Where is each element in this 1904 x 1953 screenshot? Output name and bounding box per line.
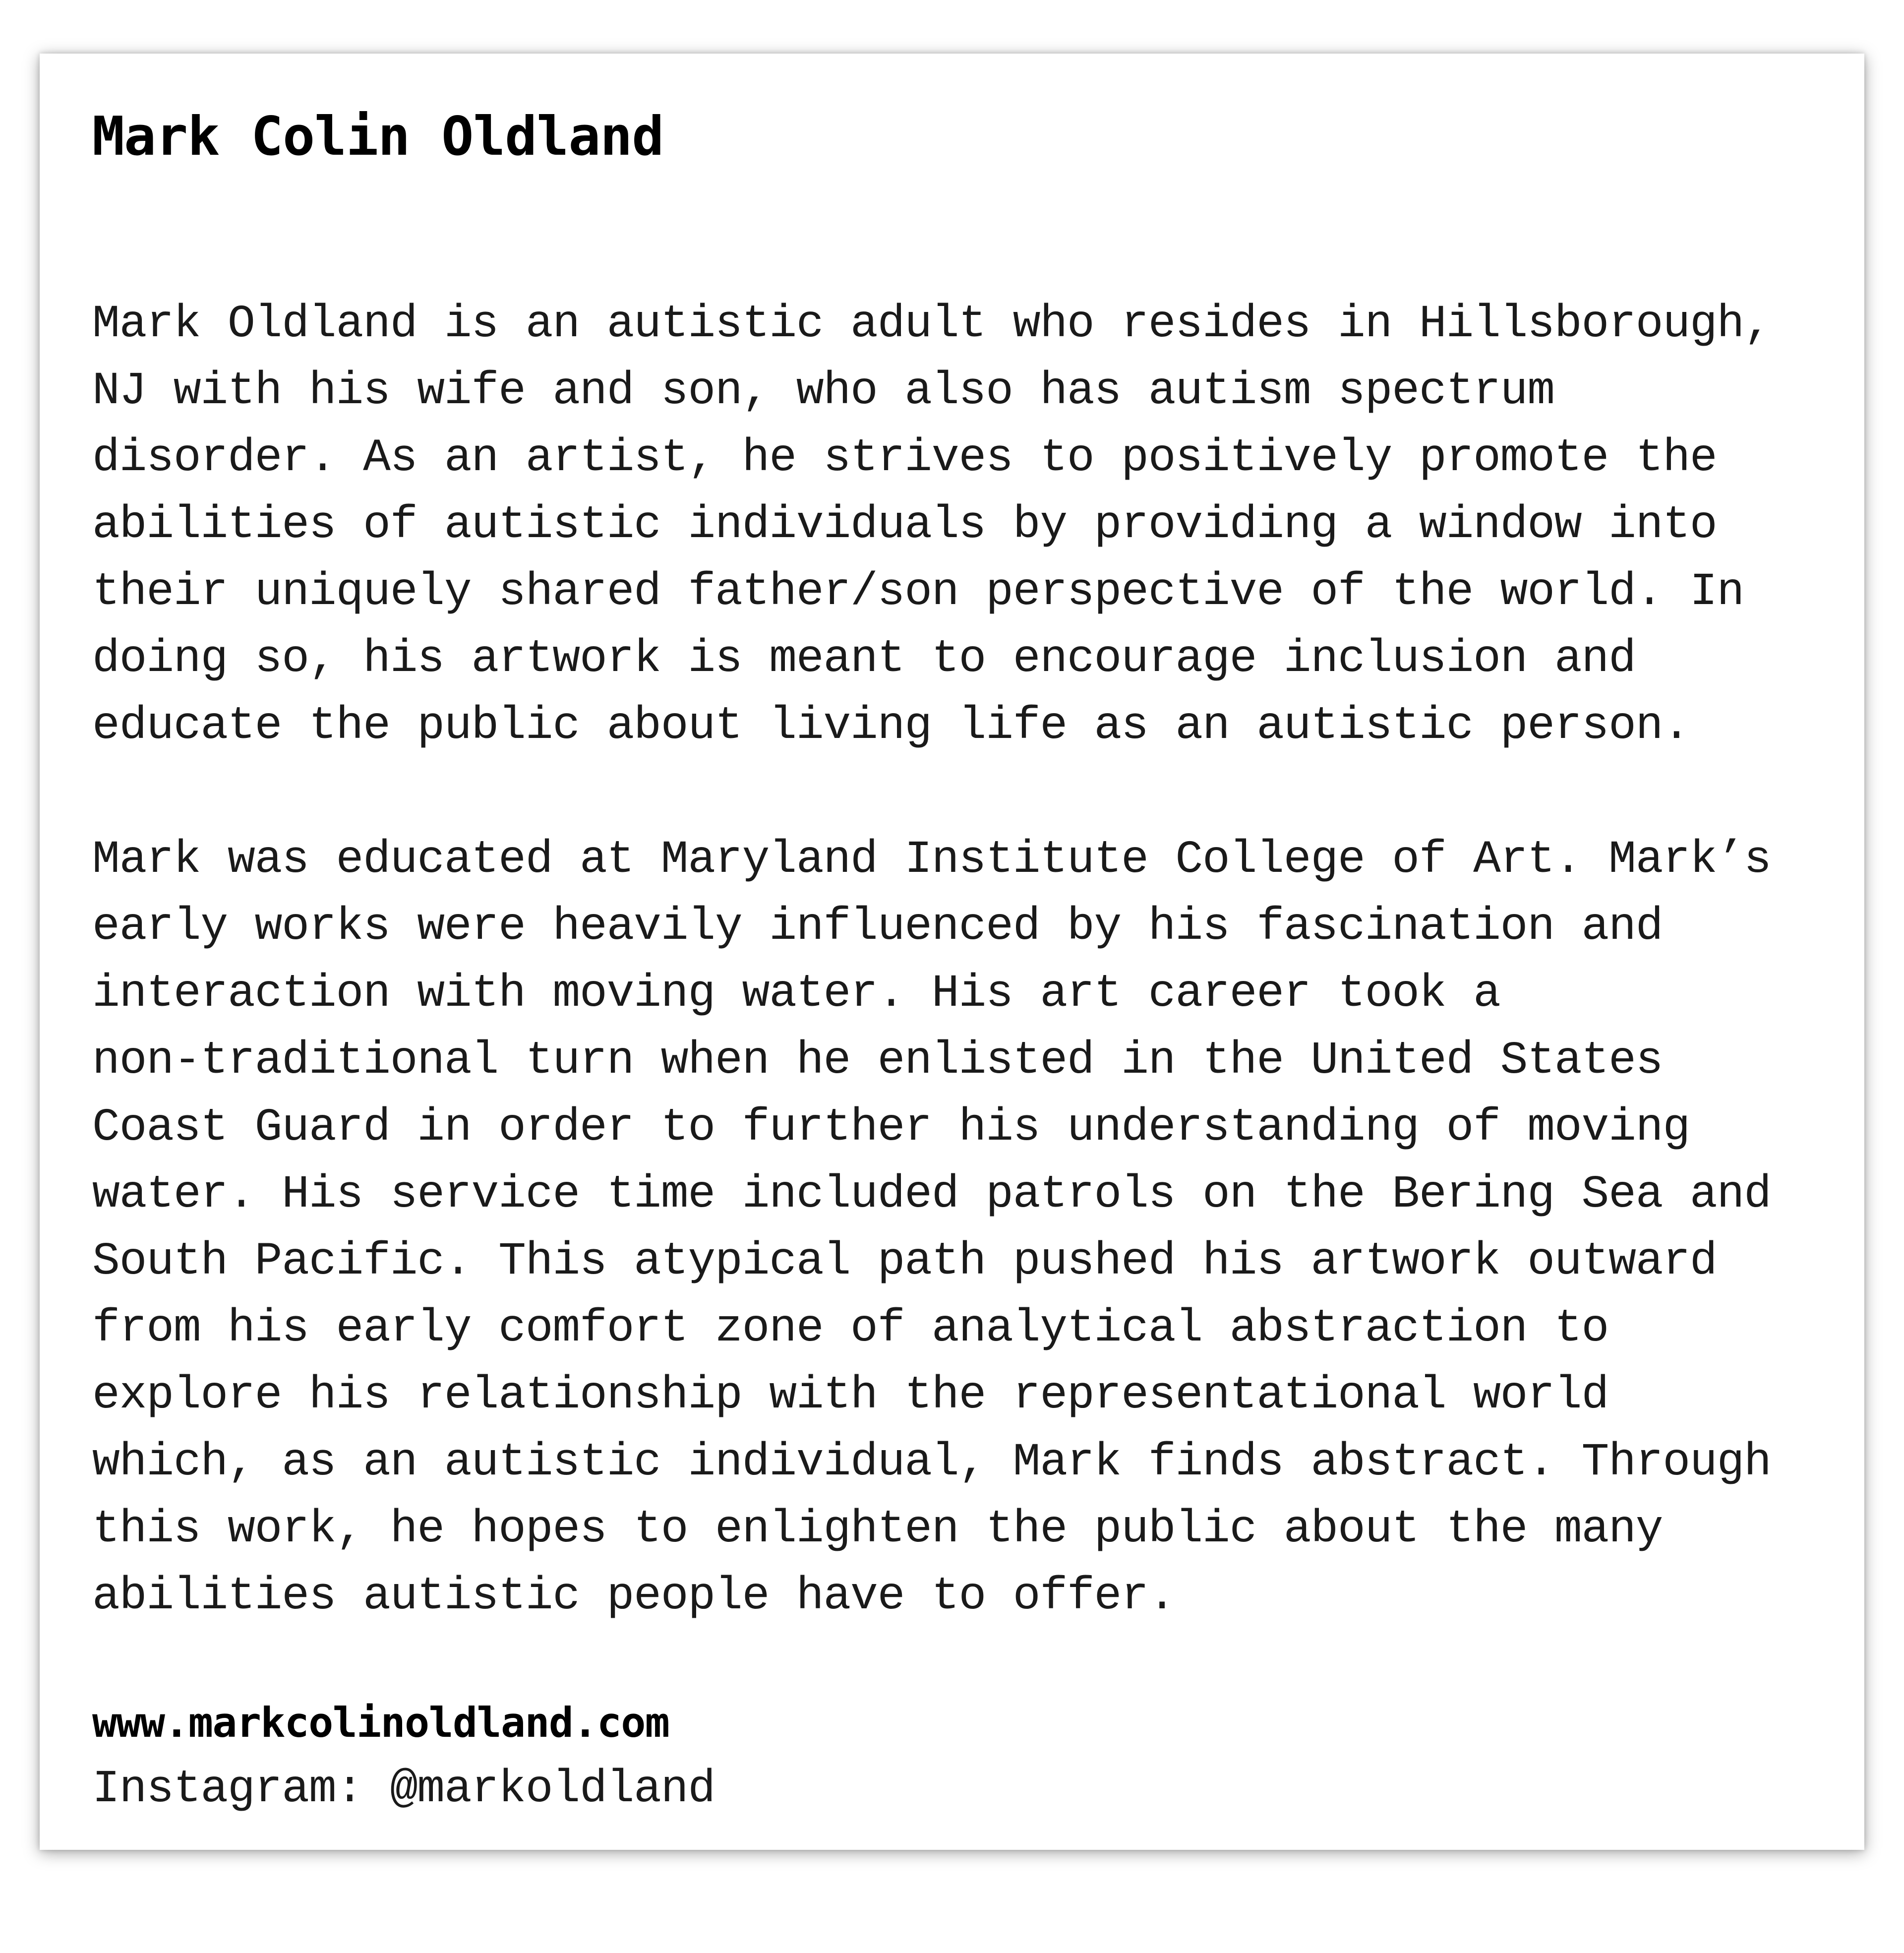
- text-line: their uniquely shared father/son perspective of the world. In: [92, 566, 1744, 618]
- website-link[interactable]: www.markcolinoldland.com: [92, 1699, 669, 1747]
- bio-card: [40, 54, 1864, 1850]
- text-line: Mark Oldland is an autistic adult who resides in Hillsborough,: [92, 298, 1771, 350]
- text-line: explore his relationship with the representational world: [92, 1369, 1609, 1421]
- text-line: Mark was educated at Maryland Institute College of Art. Mark’s: [92, 834, 1771, 886]
- artist-name-heading: Mark Colin Oldland: [92, 106, 664, 168]
- text-line: which, as an autistic individual, Mark finds abstract. Through: [92, 1436, 1771, 1488]
- text-line: doing so, his artwork is meant to encourage inclusion and: [92, 633, 1636, 685]
- text-line: abilities of autistic individuals by providing a window into: [92, 499, 1717, 551]
- text-line: educate the public about living life as an autistic person.: [92, 700, 1690, 752]
- text-line: Coast Guard in order to further his understanding of moving: [92, 1101, 1690, 1154]
- bio-paragraph-2: [92, 826, 1771, 1630]
- text-line: early works were heavily influenced by his fascination and: [92, 901, 1663, 953]
- bio-paragraph-1: [92, 291, 1771, 759]
- text-line: this work, he hopes to enlighten the public about the many: [92, 1503, 1663, 1555]
- text-line: interaction with moving water. His art career took a: [92, 968, 1500, 1020]
- instagram-handle: Instagram: @markoldland: [92, 1763, 715, 1815]
- text-line: disorder. As an artist, he strives to positively promote the: [92, 432, 1717, 484]
- text-line: water. His service time included patrols on the Bering Sea and: [92, 1168, 1771, 1221]
- text-line: non-traditional turn when he enlisted in the United States: [92, 1035, 1663, 1087]
- text-line: South Pacific. This atypical path pushed his artwork outward: [92, 1235, 1717, 1287]
- text-line: abilities autistic people have to offer.: [92, 1570, 1176, 1622]
- text-line: from his early comfort zone of analytical abstraction to: [92, 1302, 1609, 1354]
- text-line: NJ with his wife and son, who also has autism spectrum: [92, 365, 1554, 417]
